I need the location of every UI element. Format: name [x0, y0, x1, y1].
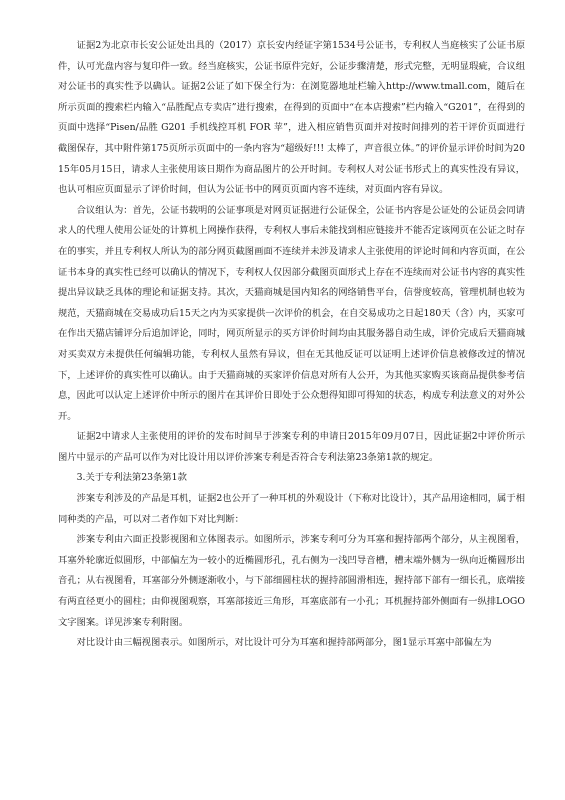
paragraph-evidence-date: 证据2中请求人主张使用的评价的发布时间早于涉案专利的申请日2015年09月07日，因此证据2中评价所示图片中显示的产品可以作为对比设计用以评价涉案专利是否符合专利法第23条第1款的规定。: [58, 431, 525, 463]
paragraph-patent-description: 涉案专利由六面正投影视图和立体图表示。如图所示，涉案专利可分为耳塞和握持部两个部分，从主视图看，耳塞外轮廓近似圆形，中部偏左为一较小的近椭圆形孔，孔右侧为一浅凹导音槽，槽末端外侧为一纵向近椭圆形出音孔；从右视图看，耳塞部分外侧逐渐收小，与下部细圆柱状的握持部圆滑相连，握持部下部有一细长孔，底端接有两直径更小的圆柱；由仰视图观察，耳塞部接近三角形，耳塞底部有一小孔；耳机握持部外侧面有一纵排LOGO文字图案。详见涉案专利附图。: [58, 534, 525, 628]
paragraph-product-type: 涉案专利涉及的产品是耳机，证据2也公开了一种耳机的外观设计（下称对比设计），其产品用途相同，属于相同种类的产品，可以对二者作如下对比判断：: [58, 493, 525, 525]
section-heading: 3.关于专利法第23条第1款: [76, 472, 187, 484]
paragraph-comparison-design: 对比设计由三幅视图表示。如图所示，对比设计可分为耳塞和握持部两部分，图1显示耳塞中部偏左为: [76, 637, 492, 649]
paragraph-panel-opinion: 合议组认为：首先，公证书载明的公证事项是对网页证据进行公证保全，公证书内容是公证处的公证员会同请求人的代理人使用公证处的计算机上网操作获得，专利权人事后未能找到相应链接并不能否定该网页在公证之时存在的事实，并且专利权人所认为的部分网页截图画面不连续并未涉及请求人主张使用的评论时间和内容页面，在公证书本身的真实性已经可以确认的情况下，专利权人仅因部分截图页面形式上存在不连续而对公证书内容的真实性提出异议缺乏具体的理论和证据支持。其次，天猫商城是国内知名的网络销售平台，信誉度较高，管理机制也较为规范，天猫商城在交易成功后15天之内为买家提供一次评价的机会，在自交易成功之日起180天（含）内，买家可在作出天猫店铺评分后追加评论，同时，网页所显示的买方评价时间均由其服务器自动生成，评价完成后天猫商城对买卖双方未提供任何编辑功能，专利权人虽然有异议，但在无其他反证可以证明上述评价信息被修改过的情况下，上述评价的真实性可以确认。由于天猫商城的买家评价信息对所有人公开，为其他买家购买该商品提供参考信息，因此可以认定上述评价中所示的图片在其评价日即处于公众想得知即可得知的状态，构成专利法意义的对外公开。: [58, 204, 525, 422]
paragraph-evidence-2: 证据2为北京市长安公证处出具的（2017）京长安内经证字第1534号公证书，专利权人当庭核实了公证书原件，认可光盘内容与复印件一致。经当庭核实，公证书原件完好，公证步骤清楚，形式完整，无明显瑕疵，合议组对公证书的真实性予以确认。证据2公证了如下保全行为：在浏览器地址栏输入http://www.tmall.com，随后在所示页面的搜索栏内输入“品胜配点专卖店”进行搜索，在得到的页面中“在本店搜索”栏内输入“G201”，在得到的页面中选择“Pisen/品胜 G201 手机线控耳机 FOR 苹”，进入相应销售页面并对按时间排列的若干评价页面进行截图保存，其中附件第175页所示页面中的一条内容为“超级好!!! 太棒了，声音很立体。”的评价显示评价时间为2015年05月15日，请求人主张使用该日期作为商品图片的公开时间。专利权人对公证书形式上的真实性没有异议，也认可相应页面显示了评价时间，但认为公证书中的网页页面内容不连续，对页面内容有异议。: [58, 40, 525, 196]
